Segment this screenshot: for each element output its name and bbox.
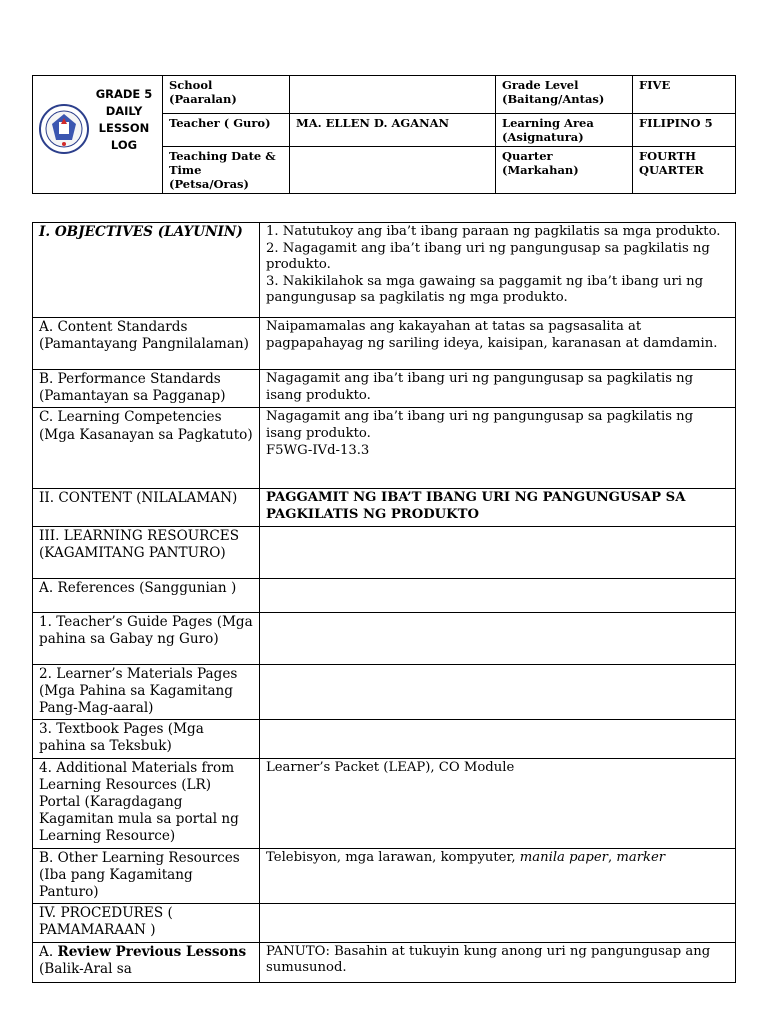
other-resources-text: Telebisyon, mga larawan, kompyuter,	[266, 849, 520, 865]
grade-level-label: Grade Level (Baitang/Antas)	[496, 76, 633, 114]
objective-item: 3. Nakikilahok sa mga gawaing sa paggamit ng iba’t ibang uri ng pangungusap sa pagkilatis ng mga produkto.	[266, 273, 704, 306]
learner-materials-row	[33, 664, 736, 720]
objective-item: 1. Natutukoy ang iba’t ibang paraan ng pagkilatis sa mga produkto.	[266, 224, 721, 239]
competency-code: F5WG-IVd-13.3	[266, 442, 370, 458]
content-label: II. CONTENT (NILALAMAN)	[33, 489, 260, 526]
lesson-table	[32, 222, 736, 983]
resources-label: III. LEARNING RESOURCES (KAGAMITANG PANTURO)	[33, 526, 260, 578]
title-line-grade: GRADE 5	[95, 87, 153, 101]
review-bold-label: Review Previous Lessons	[57, 943, 247, 960]
performance-standards-value: Nagagamit ang iba’t ibang uri ng pangungusap sa pagkilatis ng isang produkto.	[260, 370, 736, 408]
review-label	[33, 942, 260, 982]
dll-title	[93, 86, 155, 154]
learning-area-label: Learning Area (Asignatura)	[496, 114, 633, 147]
textbook-value	[260, 720, 736, 758]
content-standards-value: Naipamamalas ang kakayahan at tatas sa pagsasalita at pagpapahayag ng sariling ideya, kaisipan, karanasan at damdamin.	[260, 318, 736, 370]
teaching-date-label: Teaching Date & Time (Petsa/Oras)	[163, 147, 290, 194]
logo-cell	[33, 76, 163, 194]
textbook-row	[33, 720, 736, 758]
content-value: PAGGAMIT NG IBA’T IBANG URI NG PANGUNGUSAP SA PAGKILATIS NG PRODUKTO	[260, 489, 736, 526]
resources-value	[260, 526, 736, 578]
resources-row	[33, 526, 736, 578]
other-resources-value	[260, 848, 736, 904]
teacher-guide-label: 1. Teacher’s Guide Pages (Mga pahina sa Gabay ng Guro)	[33, 612, 260, 664]
learner-materials-value	[260, 664, 736, 720]
objectives-row	[33, 223, 736, 318]
content-row	[33, 489, 736, 526]
objectives-value	[260, 223, 736, 318]
procedures-row	[33, 904, 736, 942]
performance-standards-row	[33, 370, 736, 408]
learner-materials-label: 2. Learner’s Materials Pages (Mga Pahina sa Kagamitang Pang-Mag-aaral)	[33, 664, 260, 720]
references-row	[33, 578, 736, 612]
competencies-label: C. Learning Competencies (Mga Kasanayan sa Pagkatuto)	[33, 408, 260, 489]
other-resources-row	[33, 848, 736, 904]
competencies-text: Nagagamit ang iba’t ibang uri ng pangungusap sa pagkilatis ng isang produkto.	[266, 409, 694, 441]
teaching-date-value	[290, 147, 496, 194]
marker-text: marker	[616, 849, 666, 865]
teacher-label: Teacher ( Guro)	[163, 114, 290, 147]
quarter-value: FOURTH QUARTER	[633, 147, 736, 194]
teacher-guide-value	[260, 612, 736, 664]
competencies-row	[33, 408, 736, 489]
grade-level-value: FIVE	[633, 76, 736, 114]
teacher-guide-row	[33, 612, 736, 664]
title-line-log: LOG	[110, 138, 138, 152]
additional-materials-label: 4. Additional Materials from Learning Resources (LR) Portal (Karagdagang Kagamitan mula sa portal ng Learning Resource)	[33, 758, 260, 848]
separator-text: ,	[607, 849, 617, 865]
title-line-lesson: LESSON	[98, 121, 150, 135]
review-row	[33, 942, 736, 982]
learning-area-value: FILIPINO 5	[633, 114, 736, 147]
additional-materials-value: Learner’s Packet (LEAP), CO Module	[260, 758, 736, 848]
quarter-label: Quarter (Markahan)	[496, 147, 633, 194]
school-label: School (Paaralan)	[163, 76, 290, 114]
review-value: PANUTO: Basahin at tukuyin kung anong uri ng pangungusap ang sumusunod.	[260, 942, 736, 982]
review-prefix: A.	[39, 943, 58, 960]
header-table	[32, 75, 736, 194]
procedures-label: IV. PROCEDURES ( PAMAMARAAN )	[33, 904, 260, 942]
references-value	[260, 578, 736, 612]
content-standards-row	[33, 318, 736, 370]
performance-standards-label: B. Performance Standards (Pamantayan sa Pagganap)	[33, 370, 260, 408]
additional-materials-row	[33, 758, 736, 848]
manila-paper-text: manila paper	[519, 849, 608, 865]
other-resources-label: B. Other Learning Resources (Iba pang Kagamitang Panturo)	[33, 848, 260, 904]
teacher-value: MA. ELLEN D. AGANAN	[290, 114, 496, 147]
references-label: A. References (Sanggunian )	[33, 578, 260, 612]
title-line-daily: DAILY	[105, 104, 143, 118]
content-standards-label: A. Content Standards (Pamantayang Pangnilalaman)	[33, 318, 260, 370]
textbook-label: 3. Textbook Pages (Mga pahina sa Teksbuk)	[33, 720, 260, 758]
objectives-label: I. OBJECTIVES (LAYUNIN)	[33, 223, 260, 318]
review-rest-label: (Balik-Aral sa	[39, 960, 132, 977]
deped-seal-icon	[39, 104, 89, 154]
objective-item: 2. Nagagamit ang iba’t ibang uri ng pangungusap sa pagkilatis ng produkto.	[266, 240, 710, 273]
procedures-value	[260, 904, 736, 942]
school-value	[290, 76, 496, 114]
competencies-value	[260, 408, 736, 489]
